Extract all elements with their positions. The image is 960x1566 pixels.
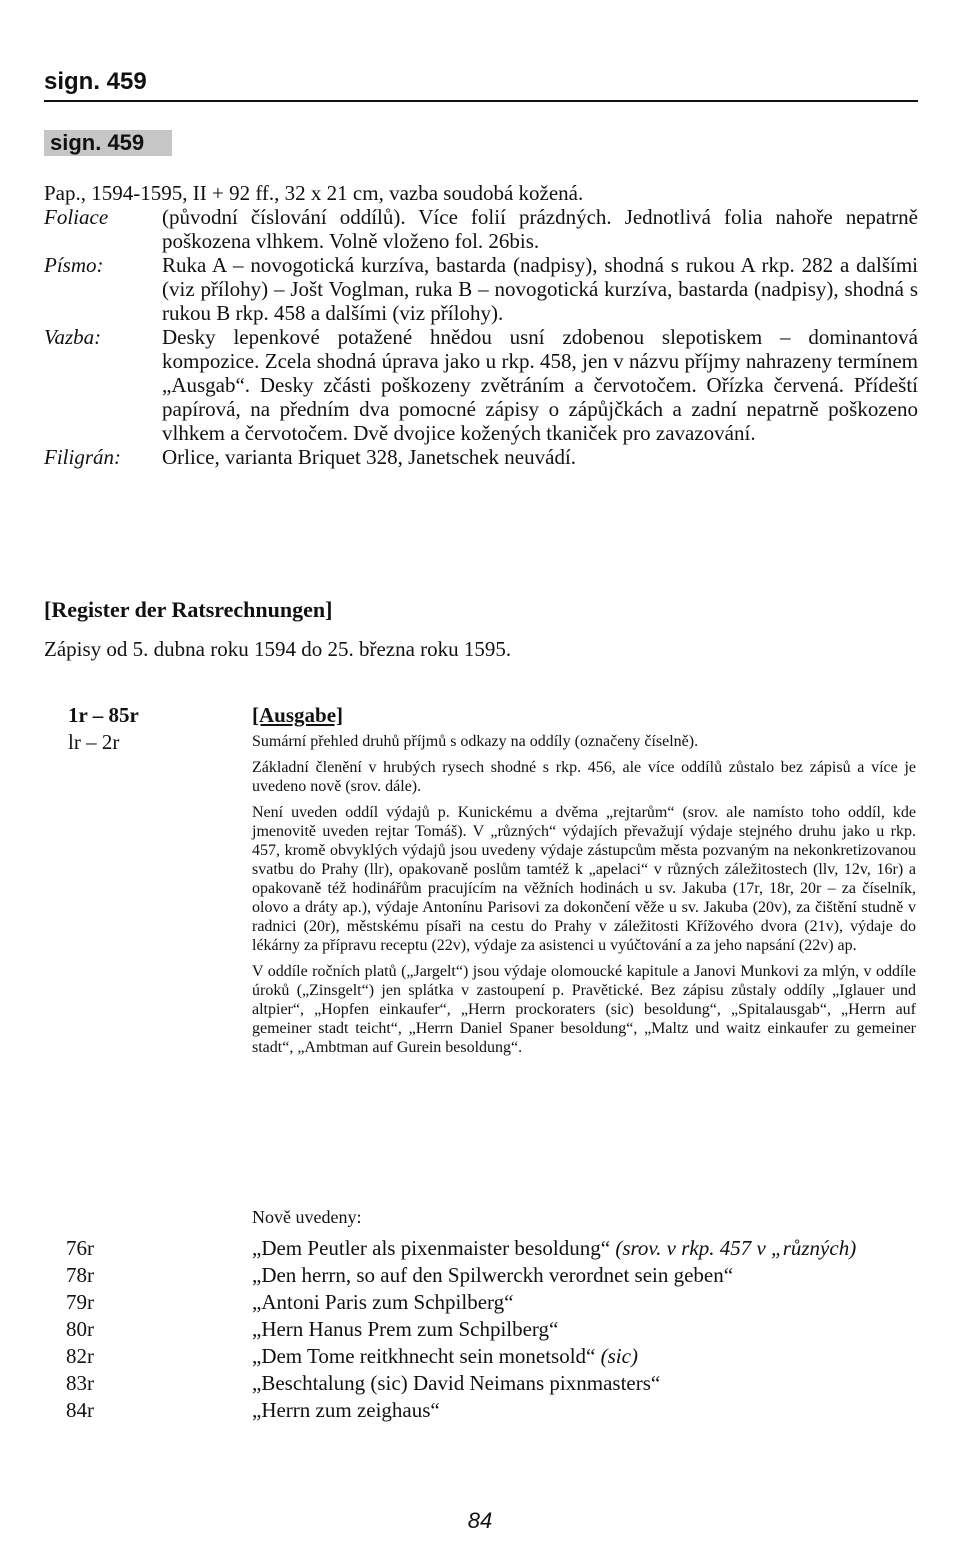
entry-text: „Den herrn, so auf den Spilwerckh verordnet sein geben“	[252, 1263, 734, 1287]
entry-folio: 83r	[66, 1371, 94, 1395]
note-paragraph: Sumární přehled druhů příjmů s odkazy na oddíly (označeny číselně).	[252, 733, 699, 750]
description-label: Písmo:	[44, 253, 104, 277]
register-scope: Zápisy od 5. dubna roku 1594 do 25. března roku 1595.	[44, 637, 512, 661]
description-label: Filigrán:	[44, 445, 121, 469]
description-text: (původní číslování oddílů). Více folií prázdných. Jednotlivá folia nahoře nepatrně poškozena vlhkem. Volně vloženo fol. 26bis.	[162, 205, 918, 253]
entry-folio: 79r	[66, 1290, 94, 1314]
entry-text: „Hern Hanus Prem zum Schpilberg“	[252, 1317, 559, 1341]
sub-range: lr – 2r	[68, 730, 120, 754]
list-item	[66, 1235, 918, 1262]
entry-quote: „Dem Tome reitkhnecht sein monetsold“	[252, 1344, 601, 1368]
description-row	[44, 445, 918, 469]
entry-note: (srov. v rkp. 457 v „různých)	[615, 1236, 857, 1260]
list-item	[66, 1343, 918, 1370]
note-paragraph: Základní členění v hrubých rysech shodné s rkp. 456, ale více oddílů zůstalo bez zápisů a více je uvedeno nově (srov. dále).	[252, 759, 916, 795]
description-label: Foliace	[44, 205, 109, 229]
description-block	[44, 181, 918, 469]
list-item	[66, 1289, 918, 1316]
page-number: 84	[467, 1508, 493, 1533]
entry-folio: 84r	[66, 1398, 94, 1422]
entries-list	[66, 1235, 918, 1424]
entry-text: „Herrn zum zeighaus“	[252, 1398, 440, 1422]
entry-text: „Beschtalung (sic) David Neimans pixnmasters“	[252, 1371, 661, 1395]
entry-note: (sic)	[600, 1344, 638, 1368]
description-label: Vazba:	[44, 325, 102, 349]
note-paragraph: V oddíle ročních platů („Jargelt“) jsou výdaje olomoucké kapitule a Janovi Munkovi za mlýn, v oddíle úroků („Zinsgelt“) jen splátka v zastoupení p. Pravětické. Bez zápisu zůstaly oddíly „Iglauer und altpier“, „Hopfen einkaufer“, „Herrn prockoraters (sic) besoldung“, „Spitalausgab“, „Herrn auf gemeiner stadt teicht“, „Herrn Daniel Spaner besoldung“, „Maltz und waitz einkaufer zu gemeiner stadt“, „Ambtman auf Gurein besoldung“.	[252, 963, 916, 1056]
list-item	[66, 1397, 918, 1424]
description-text: Pap., 1594-1595, II + 92 ff., 32 x 21 cm, vazba soudobá kožená.	[44, 181, 584, 205]
new-entries-label: Nově uvedeny:	[252, 1207, 362, 1227]
description-text: Orlice, varianta Briquet 328, Janetschek neuvádí.	[162, 445, 577, 469]
entry-folio: 78r	[66, 1263, 94, 1287]
register-title: [Register der Ratsrechnungen]	[44, 597, 333, 622]
entry-folio: 76r	[66, 1236, 94, 1260]
list-item	[66, 1316, 918, 1343]
list-item	[66, 1370, 918, 1397]
entry-folio: 82r	[66, 1344, 94, 1368]
running-head: sign. 459	[44, 68, 147, 95]
description-row	[44, 253, 918, 325]
list-item	[66, 1262, 918, 1289]
description-text: Ruka A – novogotická kurzíva, bastarda (nadpisy), shodná s rukou A rkp. 282 a dalšími (viz přílohy) – Jošt Voglman, ruka B – novogotická kurzíva, bastarda (nadpisy), shodná s rukou B rkp. 458 a dalšími (viz přílohy).	[162, 253, 918, 325]
description-row	[44, 205, 918, 253]
entry-quote: „Dem Peutler als pixenmaister besoldung“	[252, 1236, 616, 1260]
header-rule	[44, 100, 918, 102]
signature-badge: sign. 459	[44, 130, 172, 156]
section-title: [Ausgabe]	[252, 703, 344, 727]
section-notes	[252, 732, 916, 1064]
section-range: 1r – 85r	[68, 703, 139, 727]
note-paragraph: Není uveden oddíl výdajů p. Kunickému a dvěma „rejtarům“ (srov. ale namísto toho oddíl, kde jmenovitě uveden rejtar Tomáš). V „různých“ výdajích převažují výdaje stejného druhu jako u rkp. 457, kromě obvyklých výdajů jsou uvedeny výdaje zástupcům města pozvaným na nekonkretizovanou svatbu do Prahy (llr), opakovaně poslům tamtéž k „apelaci“ v různých záležitostech (llv, 12v, 16r) a opakovaně též hodinářům pracujícím na věžních hodinách u sv. Jakuba (17r, 18r, 20r – za číselník, olovo a dráty ap.), výdaje Antonínu Parisovi za dokončení věže u sv. Jakuba (20v), za čištění studně v radnici (20r), městskému písaři na cestu do Prahy v záležitosti Křížového dvora (21v), výdaje do lékárny za přípravu receptu (22v), výdaje za asistenci u vyúčtování a za jeho napsání (22v) ap.	[252, 804, 916, 954]
description-row	[44, 181, 918, 205]
entry-folio: 80r	[66, 1317, 94, 1341]
description-text: Desky lepenkové potažené hnědou usní zdobenou slepotiskem – dominantová kompozice. Zcela shodná úprava jako u rkp. 458, jen v názvu příjmy nahrazeny termínem „Ausgab“. Desky zčásti poškozeny zvětráním a červotočem. Ořízka červená. Přídeští papírová, na předním dva pomocné zápisy o zápůjčkách a zadní nepatrně poškozeno vlhkem a červotočem. Dvě dvojice kožených tkaniček pro zavazování.	[162, 325, 918, 445]
entry-text	[252, 1235, 918, 1262]
description-row	[44, 325, 918, 445]
entry-text: „Antoni Paris zum Schpilberg“	[252, 1290, 514, 1314]
entry-text	[252, 1343, 918, 1370]
